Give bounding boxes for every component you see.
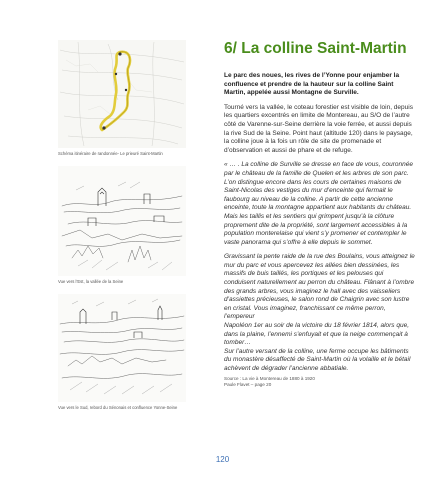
page-title: 6/ La colline Saint-Martin [224,40,407,57]
body-paragraph: Tourné vers la vallée, le coteau forestier est visible de loin, depuis les quartiers excentrés en limite de Montereau, au S/O de l’autre côté de Varenne-sur-Seine derrière la voie ferrée, et aussi depuis la rive Sud de la Seine. Point haut (altitude 120) dans le paysage, la colline joue à la fois un rôle de site de promenade et d’observation et aussi de phare et de refuge. [224,103,413,154]
route-map-figure [58,40,186,156]
intro-paragraph: Le parc des noues, les rives de l’Yonne pour enjamber la confluence et prendre de la hauteur sur la colline Saint Martin, appelée aussi Montagne de Surville. [224,72,400,97]
source-line: Source : La vie à Montereau de 1880 à 1920 [224,375,315,381]
quote-paragraph: Gravissant la pente raide de la rue des Boulains, vous atteignez le mur du parc et vous apercevez les allées bien dessinées, les massifs de buis taillés, les portiques et les pelouses qui conduisent naturellement au perron du château. Flânant à l’ombre des grands arbres, vous imaginez le hall avec des vaisseliers d’assiettes précieuses, le salon rond de Chaigrin avec son lustre en cristal. Vous imaginez, franchissant ce même perron, l’empereur [224,253,415,321]
figure-caption: Vue vers le Sud, rebord du Sénonais et confluence Yonne-Seine [58,405,178,410]
quote-paragraph: « … . La colline de Surville se dresse en face de vous, couronnée par le château de la famille de Quelen et les arbres de son parc. L’on distingue encore dans les cours de certaines maisons de Saint-Nicolas des vestiges du mur d’enceinte qui fermait le faubourg au niveau de la colline. A partir de cette ancienne enceinte, toute la montagne appartient aux habitants du château. Mais les taillis et les sentiers qui grimpent jusqu’à la clôture proprement dite de la propriété, sont largement accessibles à la population monterelaise qui vient s’y promener et contempler le vaste panorama qui s’offre à elle depuis le sommet. [224,161,413,246]
figure-caption: Schéma itinéraire de randonnée- Le prieuré Saint-Martin [58,151,163,156]
source-line: Paule Flavet – page 20 [224,381,272,387]
sketch-valley-icon [58,166,186,276]
sketch-panorama-icon [58,294,186,402]
route-map-icon [58,40,186,148]
quote-paragraph: Napoléon 1er au soir de la victoire du 18 février 1814, alors que, dans la plaine, l’ennemi s’enfuyait et que la neige commençait à tomber… [224,322,409,347]
figure-column [58,40,186,410]
text-column [224,40,416,388]
valley-sketch-figure [58,166,186,284]
figure-caption: Vue vers l’Est, la vallée de la Seine [58,279,124,284]
page-number: 120 [215,455,230,464]
quote-paragraph: Sur l’autre versant de la colline, une ferme occupe les bâtiments du monastère désaffecté de Saint-Martin où la volaille et le bétail achèvent de dégrader l’ancienne abbatiale. [224,347,411,372]
panorama-sketch-figure [58,294,186,410]
